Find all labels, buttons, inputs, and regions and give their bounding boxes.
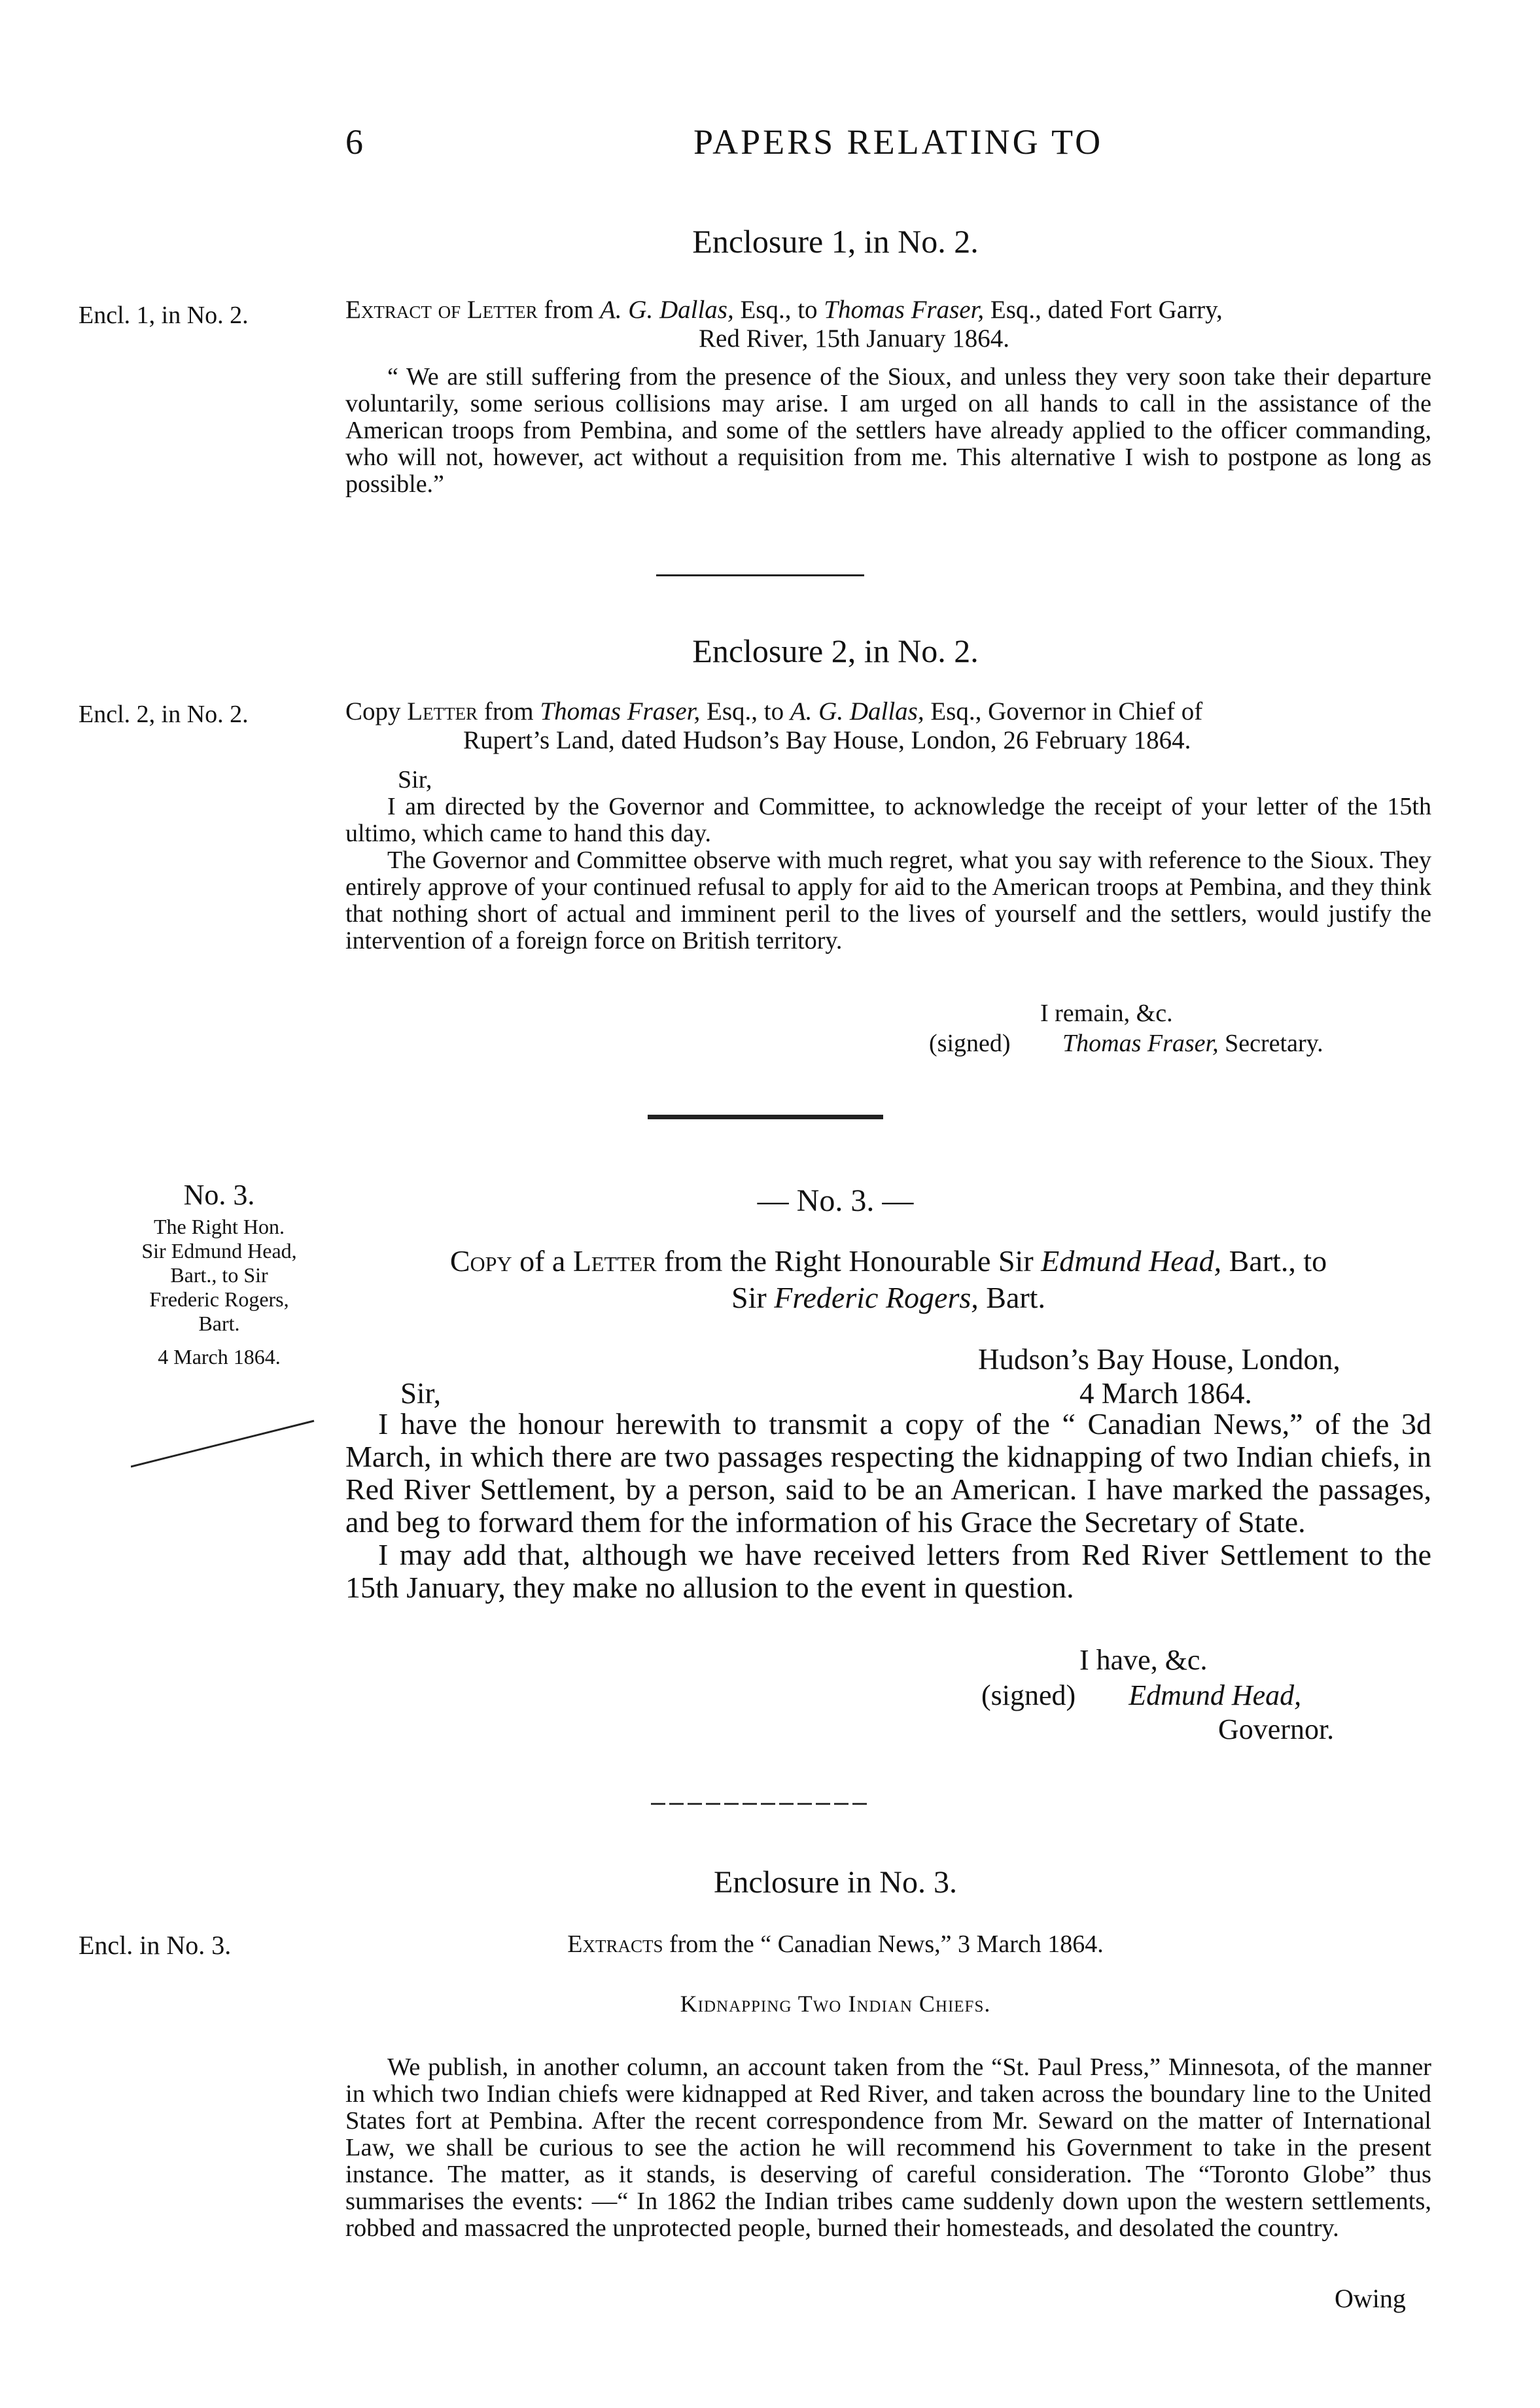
catchword: Owing <box>1335 2284 1406 2313</box>
enclosure-1-quote: “ We are still suffering from the presence of the Sioux, and unless they very soon take their departure voluntarily, some serious collisions may arise. I am urged on all hands to call in the assistance of the American troops from Pembina, and some of the settlers have already applied to the officer commanding, who will not, however, act without a requisition from me. This alternative I wish to postpone as long as possible.” <box>345 363 1431 498</box>
section-divider-heavy <box>648 1115 883 1119</box>
no3-signature: (signed) Edmund Head, <box>981 1679 1302 1711</box>
margin-pointer-line <box>131 1413 321 1472</box>
enclosure-1-title: Enclosure 1, in No. 2. <box>692 223 979 260</box>
enclosure-2-heading: Copy Letter from Thomas Fraser, Esq., to A. G. Dallas, Esq., Governor in Chief of Rupert’s Land, dated Hudson’s Bay House, London, 26 February 1864. <box>345 697 1203 754</box>
no3-salutation: Sir, <box>400 1377 441 1410</box>
enclosure-2-para-1: I am directed by the Governor and Committee, to acknowledge the receipt of your letter of the 15th ultimo, which came to hand this day. <box>345 793 1431 847</box>
enclosure-2-para-2: The Governor and Committee observe with much regret, what you say with reference to the Sioux. They entirely approve of your continued refusal to apply for aid to the American troops at Pembina, and they think that nothing short of actual and imminent peril to the lives of yourself and the settlers, would justify the intervention of a foreign force on British territory. <box>345 846 1431 954</box>
enclosure-1-margin-note: Encl. 1, in No. 2. <box>79 302 249 329</box>
enclosure-2-closing: I remain, &c. <box>1040 1000 1173 1027</box>
no3-title: — No. 3. — <box>757 1183 914 1218</box>
enclosure-2-signature: (signed) Thomas Fraser, Secretary. <box>929 1030 1323 1057</box>
no3-margin-note: No. 3. The Right Hon. Sir Edmund Head, Bart., to Sir Frederic Rogers, Bart. 4 March 1864. <box>141 1179 297 1369</box>
no3-signer-title: Governor. <box>1218 1713 1335 1745</box>
enclosure-3-heading: Extracts from the “ Canadian News,” 3 March 1864. <box>567 1930 1104 1958</box>
enclosure-3-title: Enclosure in No. 3. <box>714 1865 957 1900</box>
enclosure-2-body <box>345 767 1431 954</box>
enclosure-2-salutation: Sir, <box>398 766 432 794</box>
enclosure-2-margin-note: Encl. 2, in No. 2. <box>79 701 249 728</box>
enclosure-1-heading: Extract of Letter from A. G. Dallas, Esq., to Thomas Fraser, Esq., dated Fort Garry, Red River, 15th January 1864. <box>345 296 1223 353</box>
enclosure-3-margin-note: Encl. in No. 3. <box>79 1930 232 1960</box>
enclosure-3-body <box>345 2054 1431 2242</box>
no3-date: 4 March 1864. <box>1079 1377 1252 1410</box>
running-title: PAPERS RELATING TO <box>693 122 1104 162</box>
no3-closing: I have, &c. <box>1079 1644 1208 1676</box>
section-divider-dashed <box>651 1803 867 1805</box>
no3-para-1: I have the honour herewith to transmit a copy of the “ Canadian News,” of the 3d March, in which there are two passages respecting the kidnapping of two Indian chiefs, in Red River Settlement, by a person, said to be an American. I have marked the passages, and beg to forward them for the information of his Grace the Secretary of State. <box>345 1407 1431 1539</box>
no3-place: Hudson’s Bay House, London, <box>978 1343 1340 1376</box>
enclosure-2-title: Enclosure 2, in No. 2. <box>692 633 979 669</box>
section-divider <box>656 574 864 576</box>
page-number: 6 <box>345 122 363 162</box>
no3-body <box>345 1408 1431 1604</box>
no3-heading: Copy of a Letter from the Right Honourable Sir Edmund Head, Bart., to Sir Frederic Rogers, Bart. <box>449 1244 1327 1314</box>
no3-para-2: I may add that, although we have received letters from Red River Settlement to the 15th January, they make no allusion to the event in question. <box>345 1538 1431 1604</box>
enclosure-3-subheading: Kidnapping Two Indian Chiefs. <box>680 1991 991 2017</box>
enclosure-3-para-1: We publish, in another column, an account taken from the “St. Paul Press,” Minnesota, of the manner in which two Indian chiefs were kidnapped at Red River, and taken across the boundary line to the United States fort at Pembina. After the recent correspondence from Mr. Seward on the matter of International Law, we shall be curious to see the action he will recommend his Government to take in the present instance. The matter, as it stands, is deserving of careful consideration. The “Toronto Globe” thus summarises the events: —“ In 1862 the Indian tribes came suddenly down upon the western settlements, robbed and massacred the unprotected people, burned their homesteads, and desolated the country. <box>345 2053 1431 2242</box>
